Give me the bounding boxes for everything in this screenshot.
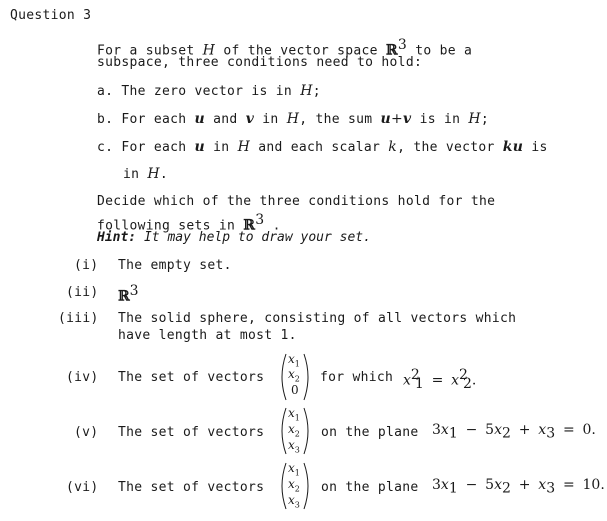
intro-text: to be a [415,43,473,59]
hint-label: Hint: [97,230,137,245]
item-v-after: on the plane [321,425,419,440]
item-text-iv: The set of vectors [118,370,265,385]
condition-text: ; [480,112,490,127]
math-R: ℝ [118,288,130,305]
math-sup: 3 [397,37,408,53]
math-u: u [512,139,524,155]
item-v-equation: $3x_1 - 5x_2 + x_3 = 0$. [432,422,596,442]
condition-text: in [123,167,140,182]
vector-entry-x3: $x_3$ [288,438,300,455]
condition-b [97,111,489,127]
math-k: k [388,139,398,155]
equation-rhs: 10. [582,477,605,493]
vector-entry-x2: $x_2$ [288,367,300,384]
math-u: u [194,139,206,155]
condition-text: and each scalar [258,140,381,155]
column-vector-vi [278,461,312,511]
column-vector-iv [278,352,312,402]
hint-text: It may help to draw your set. [143,230,371,245]
condition-text: , the sum [299,112,373,127]
item-label-iii: (iii) [58,311,99,326]
condition-c-line-2 [123,166,168,182]
item-label-i: (i) [74,258,99,273]
intro-text: of the vector space [223,43,378,59]
item-text-i: The empty set. [118,258,232,273]
condition-text: , the vector [397,140,495,155]
item-text-v: The set of vectors [118,425,265,440]
item-vi-equation: $3x_1 - 5x_2 + x_3 = 10$. [432,477,605,497]
math-R: ℝ [385,42,398,59]
math-sup: 3 [255,212,265,228]
math-u: u [380,111,391,127]
condition-text: in [213,140,230,155]
condition-text: b. For each [97,112,187,127]
item-iv-equation: $x^2_1 = x^2_2$. [403,367,477,392]
intro-line-2: subspace, three conditions need to hold: [97,55,423,70]
column-vector-v [278,406,312,456]
vector-entry-x2: $x_2$ [288,477,300,494]
condition-c [97,139,548,155]
item-text-iii-2: have length at most 1. [118,328,297,343]
math-R: ℝ [243,217,256,234]
item-label-v: (v) [74,425,99,440]
vector-entry-x3: $x_3$ [288,493,300,510]
math-u: u [194,111,206,127]
item-vi-after: on the plane [321,480,419,495]
condition-text: . [159,167,169,182]
math-v: v [403,111,412,127]
condition-text: in [262,112,279,127]
vector-entry-x1: $x_1$ [288,461,300,478]
math-sup: 3 [129,283,139,299]
item-label-vi: (vi) [66,480,99,495]
vector-entry-zero: 0 [291,383,299,397]
item-iv-after: for which [320,370,394,385]
item-label-iv: (iv) [66,370,99,385]
condition-text: and [213,112,238,127]
item-text-iii-1: The solid sphere, consisting of all vectors which [118,311,517,326]
decide-text: . [272,218,281,234]
item-text-vi: The set of vectors [118,480,265,495]
decide-text: following sets in [97,218,236,234]
condition-text: c. For each [97,140,187,155]
math-H: H [147,166,160,182]
math-plus: + [390,111,403,127]
math-equals: = [431,372,444,389]
math-H: H [468,111,481,127]
equation-rhs: 0. [582,422,596,438]
math-H: H [286,111,300,127]
math-H: H [202,42,216,59]
math-H: H [237,139,251,155]
condition-text: is [531,140,548,155]
math-x: x [403,372,411,389]
vector-entry-x2: $x_2$ [288,422,300,439]
math-k: k [502,139,513,155]
item-label-ii: (ii) [66,285,99,300]
item-text-ii [118,283,139,304]
condition-a [97,83,321,99]
condition-text: ; [312,84,321,99]
question-title: Question 3 [10,8,92,23]
vector-entry-x1: $x_1$ [288,352,300,369]
math-H: H [300,83,313,99]
condition-text: a. The zero vector is in [97,84,293,99]
vector-entry-x1: $x_1$ [288,406,300,423]
condition-text: is in [419,112,461,127]
math-v: v [245,111,255,127]
decide-line-1: Decide which of the three conditions hold for the [97,194,496,209]
math-x: x [451,372,460,389]
hint-line [97,230,371,245]
intro-text: For a subset [97,43,195,59]
